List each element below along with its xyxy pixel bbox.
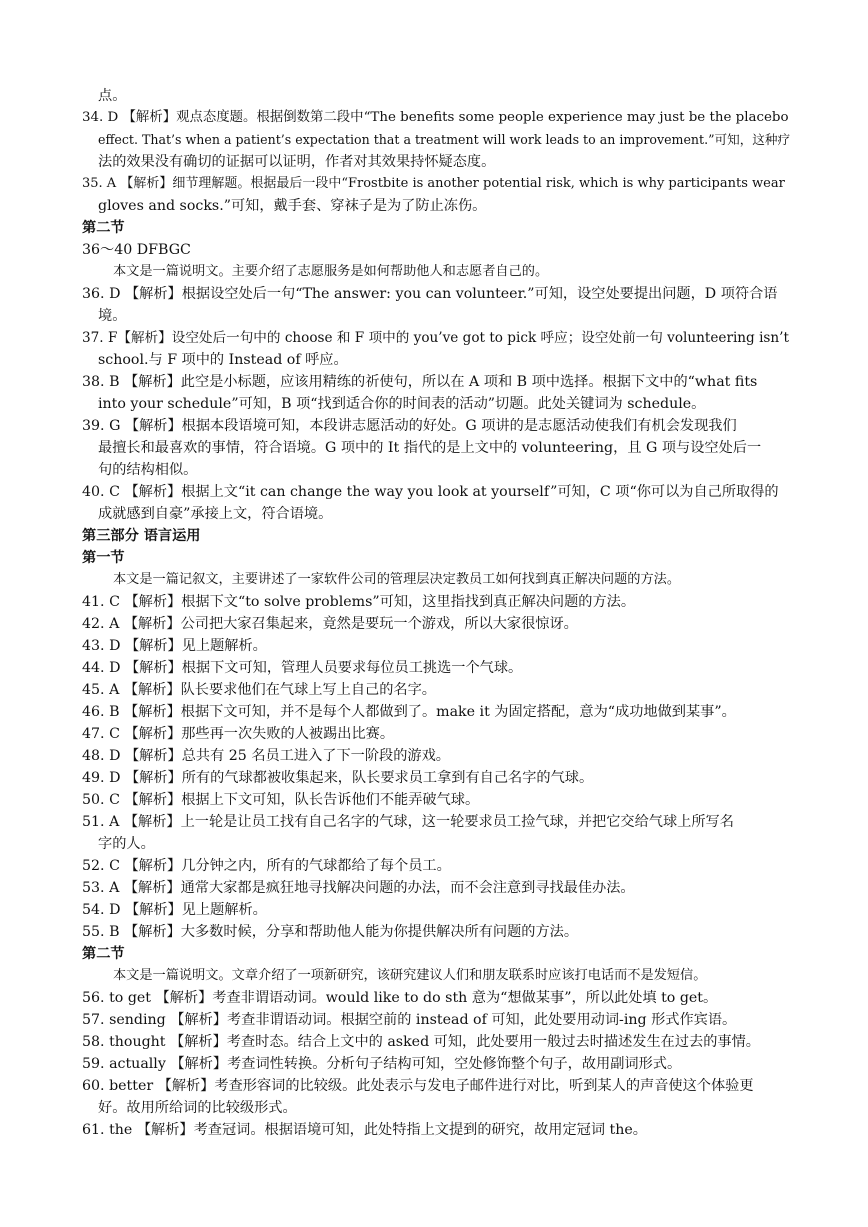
text-line: 58. thought 【解析】考查时态。结合上文中的 asked 可知，此处要用一般过去时描述发生在过去的事情。 — [82, 1034, 760, 1050]
text-line: 57. sending 【解析】考查非谓语动词。根据空前的 instead of 可知，此处要用动词-ing 形式作宾语。 — [82, 1012, 737, 1028]
text-line: 42. A 【解析】公司把大家召集起来，竟然是要玩一个游戏，所以大家很惊讶。 — [82, 616, 578, 632]
text-line: effect. That’s when a patient’s expectation that a treatment will work leads to an improvement.”可知，这种疗 — [98, 132, 791, 147]
text-line: 41. C 【解析】根据下文“to solve problems”可知，这里指找到真正解决问题的方法。 — [82, 594, 636, 610]
text-line: 47. C 【解析】那些再一次失败的人被踢出比赛。 — [82, 726, 395, 742]
text-line: 52. C 【解析】几分钟之内，所有的气球都给了每个员工。 — [82, 858, 451, 874]
passage-intro: 本文是一篇记叙文，主要讲述了一家软件公司的管理层决定教员工如何找到真正解决问题的方法。 — [113, 572, 681, 587]
text-line: 字的人。 — [98, 836, 155, 852]
text-line: 60. better 【解析】考查形容词的比较级。此处表示与发电子邮件进行对比，听到某人的声音使这个体验更 — [82, 1078, 754, 1094]
text-line: 法的效果没有确切的证据可以证明，作者对其效果持怀疑态度。 — [98, 154, 496, 170]
text-line: gloves and socks.”可知，戴手套、穿袜子是为了防止冻伤。 — [98, 198, 487, 214]
text-line: 38. B 【解析】此空是小标题，应该用精练的祈使句，所以在 A 项和 B 项中选择。根据下文中的“what fits — [82, 374, 758, 390]
section-heading: 第二节 — [82, 220, 125, 236]
passage-intro: 本文是一篇说明文。主要介绍了志愿服务是如何帮助他人和志愿者自己的。 — [113, 264, 549, 279]
text-line: 50. C 【解析】根据上下文可知，队长告诉他们不能弄破气球。 — [82, 792, 480, 808]
text-line: 39. G 【解析】根据本段语境可知，本段讲志愿活动的好处。G 项讲的是志愿活动使我们有机会发现我们 — [82, 418, 737, 434]
text-line: 49. D 【解析】所有的气球都被收集起来，队长要求员工拿到有自己名字的气球。 — [82, 770, 594, 786]
text-line: 最擅长和最喜欢的事情，符合语境。G 项中的 It 指代的是上文中的 volunteering，且 G 项与设空处后一 — [98, 440, 762, 456]
text-line: 点。 — [98, 88, 127, 104]
text-line: 成就感到自豪”承接上文，符合语境。 — [98, 506, 333, 522]
text-line: 55. B 【解析】大多数时候，分享和帮助他人能为你提供解决所有问题的方法。 — [82, 924, 579, 940]
text-line: 53. A 【解析】通常大家都是疯狂地寻找解决问题的办法，而不会注意到寻找最佳办法。 — [82, 880, 635, 896]
text-line: 45. A 【解析】队长要求他们在气球上写上自己的名字。 — [82, 682, 436, 698]
text-line: 35. A 【解析】细节理解题。根据最后一段中“Frostbite is another potential risk, which is why participants wear — [82, 176, 785, 191]
text-line: 56. to get 【解析】考查非谓语动词。would like to do sth 意为“想做某事”，所以此处填 to get。 — [82, 990, 718, 1006]
text-line: 境。 — [98, 308, 127, 324]
text-line: 54. D 【解析】见上题解析。 — [82, 902, 267, 918]
text-line: 48. D 【解析】总共有 25 名员工进入了下一阶段的游戏。 — [82, 748, 450, 764]
passage-intro: 本文是一篇说明文。文章介绍了一项新研究，该研究建议人们和朋友联系时应该打电话而不是发短信。 — [113, 968, 707, 983]
text-line: 51. A 【解析】上一轮是让员工找有自己名字的气球，这一轮要求员工捡气球，并把它交给气球上所写名 — [82, 814, 734, 830]
text-line: 40. C 【解析】根据上文“it can change the way you look at yourself”可知，C 项“你可以为自己所取得的 — [82, 484, 779, 500]
section-heading: 第三部分 语言运用 — [82, 528, 201, 544]
text-line: 44. D 【解析】根据下文可知，管理人员要求每位员工挑选一个气球。 — [82, 660, 523, 676]
section-heading: 第二节 — [82, 946, 125, 962]
text-line: 36～40 DFBGC — [82, 242, 191, 258]
text-line: 61. the 【解析】考查冠词。根据语境可知，此处特指上文提到的研究，故用定冠词 the。 — [82, 1122, 647, 1138]
text-line: 59. actually 【解析】考查词性转换。分析句子结构可知，空处修饰整个句子，故用副词形式。 — [82, 1056, 682, 1072]
text-line: 34. D 【解析】观点态度题。根据倒数第二段中“The benefits some people experience may just be the placebo — [82, 110, 789, 125]
text-line: 好。故用所给词的比较级形式。 — [98, 1100, 297, 1116]
section-heading: 第一节 — [82, 550, 125, 566]
text-line: into your schedule”可知，B 项“找到适合你的时间表的活动”切题。此处关键词为 schedule。 — [98, 396, 706, 412]
text-line: 46. B 【解析】根据下文可知，并不是每个人都做到了。make it 为固定搭配，意为“成功地做到某事”。 — [82, 704, 736, 720]
text-line: school.与 F 项中的 Instead of 呼应。 — [98, 352, 348, 368]
text-line: 句的结构相似。 — [98, 462, 198, 478]
text-line: 36. D 【解析】根据设空处后一句“The answer: you can volunteer.”可知，设空处要提出问题，D 项符合语 — [82, 286, 778, 302]
text-line: 43. D 【解析】见上题解析。 — [82, 638, 267, 654]
text-line: 37. F【解析】设空处后一句中的 choose 和 F 项中的 you’ve got to pick 呼应；设空处前一句 volunteering isn’t — [82, 330, 789, 346]
